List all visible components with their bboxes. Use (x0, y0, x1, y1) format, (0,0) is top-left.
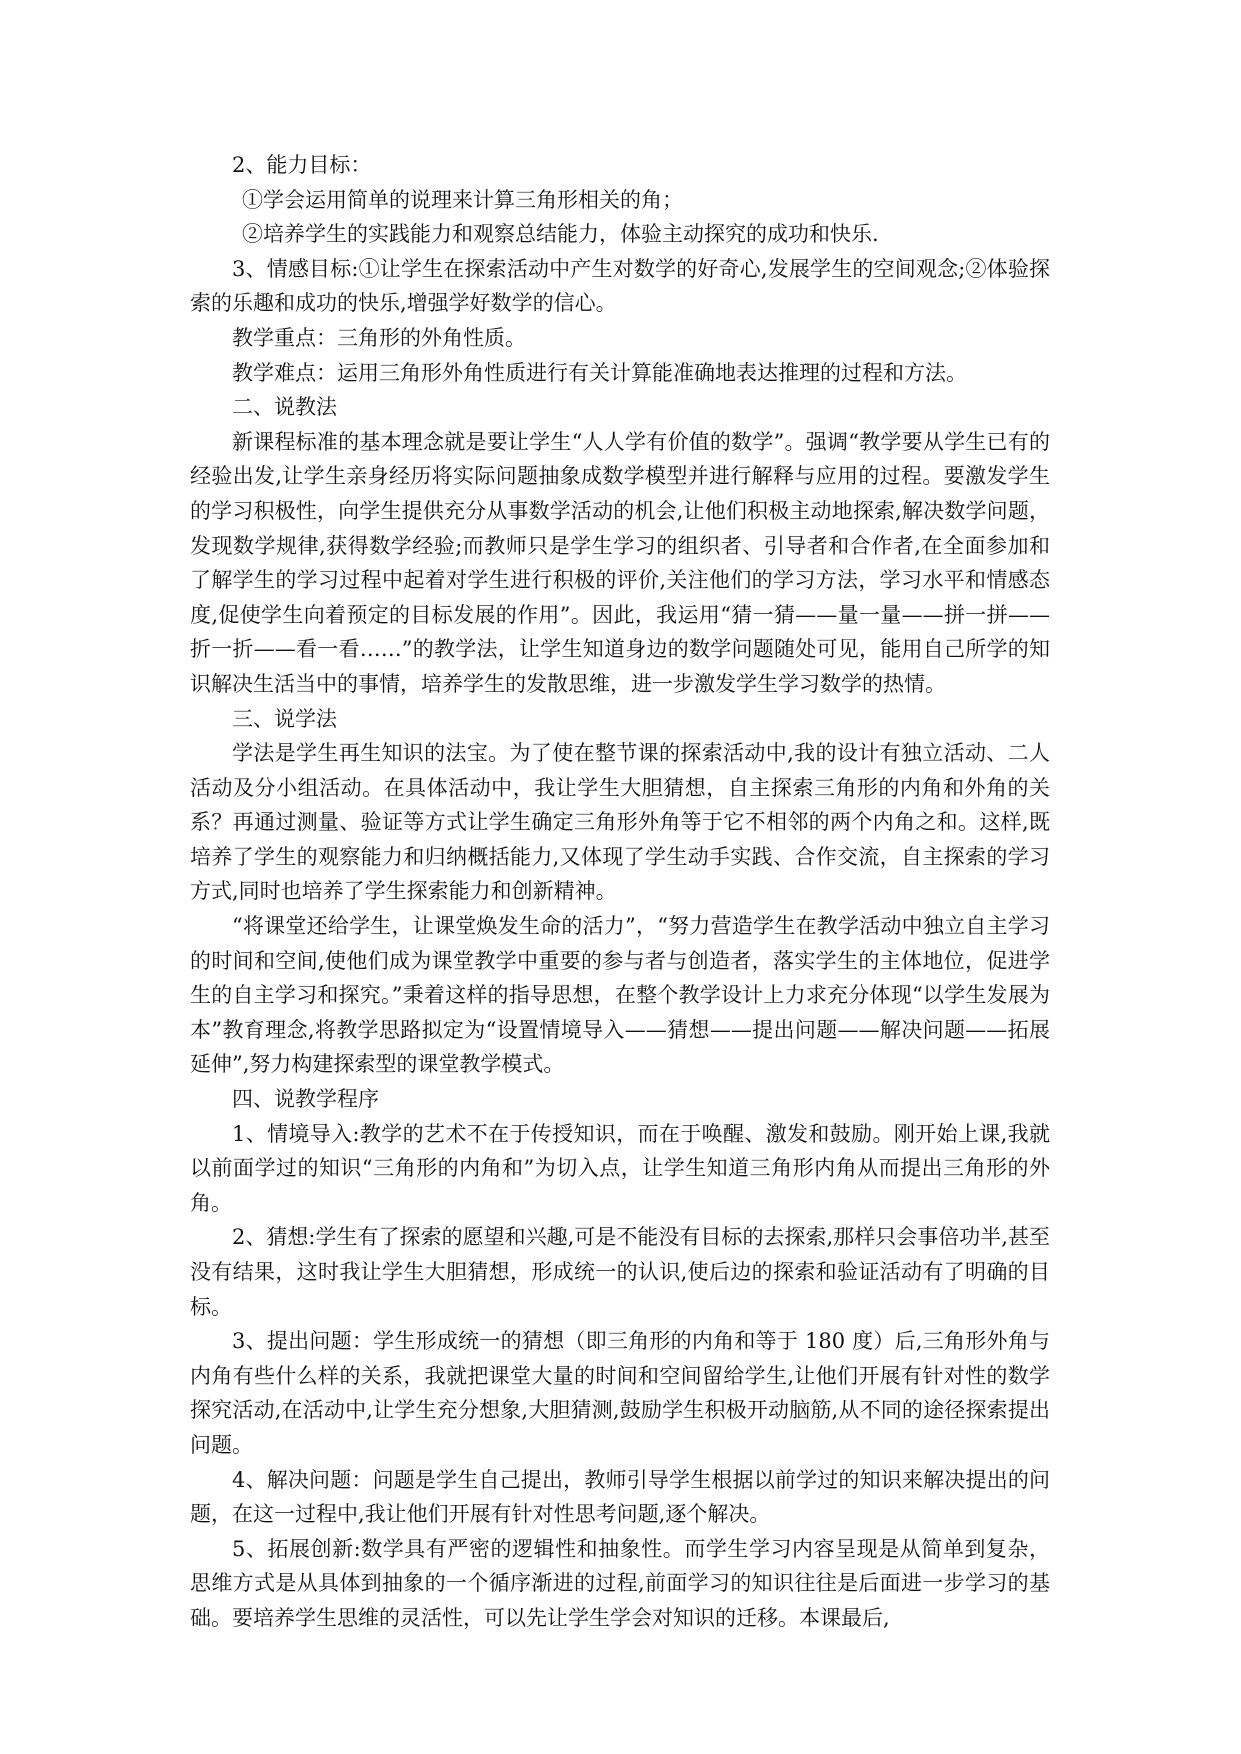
paragraph-procedure-solve: 4、解决问题：问题是学生自己提出，教师引导学生根据以前学过的知识来解决提出的问题，在这一过程中,我让他们开展有针对性思考问题,逐个解决。 (190, 1467, 1050, 1527)
document-body (190, 148, 1050, 1636)
paragraph-ability-goal-heading: 2、能力目标： (232, 153, 372, 177)
paragraph-teaching-difficulty: 教学难点：运用三角形外角性质进行有关计算能准确地表达推理的过程和方法。 (232, 360, 967, 385)
section-heading-learning-method: 三、说学法 (232, 706, 337, 731)
paragraph-ability-goal-1: ①学会运用简单的说理来计算三角形相关的角； (242, 187, 683, 212)
paragraph-teaching-method: 新课程标准的基本理念就是要让学生“人人学有价值的数学”。强调“教学要从学生已有的经验出发,让学生亲身经历将实际问题抽象成数学模型并进行解释与应用的过程。要激发学生的学习积极性，向学生提供充分从事数学活动的机会,让他们积极主动地探索,解决数学问题，发现数学规律,获得数学经验;而教师只是学生学习的组织者、引导者和合作者,在全面参加和了解学生的学习过程中起着对学生进行积极的评价,关注他们的学习方法，学习水平和情感态度,促使学生向着预定的目标发展的作用”。因此，我运用“猜一猜——量一量——拼一拼——折一折——看一看……”的教学法，让学生知道身边的数学问题随处可见，能用自己所学的知识解决生活当中的事情，培养学生的发散思维，进一步激发学生学习数学的热情。 (190, 429, 1050, 696)
paragraph-learning-method: 学法是学生再生知识的法宝。为了使在整节课的探索活动中,我的设计有独立活动、二人活动及分小组活动。在具体活动中，我让学生大胆猜想，自主探索三角形的内角和外角的关系？再通过测量、验证等方式让学生确定三角形外角等于它不相邻的两个内角之和。这样,既培养了学生的观察能力和归纳概括能力,又体现了学生动手实践、合作交流，自主探索的学习方式,同时也培养了学生探索能力和创新精神。 (190, 741, 1050, 904)
paragraph-procedure-guess: 2、猜想:学生有了探索的愿望和兴趣,可是不能没有目标的去探索,那样只会事倍功半,甚至没有结果，这时我让学生大胆猜想，形成统一的认识,使后边的探索和验证活动有了明确的目标。 (190, 1225, 1050, 1319)
paragraph-procedure-extend: 5、拓展创新:数学具有严密的逻辑性和抽象性。而学生学习内容呈现是从简单到复杂，思维方式是从具体到抽象的一个循序渐进的过程,前面学习的知识往往是后面进一步学习的基础。要培养学生思维的灵活性，可以先让学生学会对知识的迁移。本课最后, (190, 1536, 1050, 1630)
paragraph-ability-goal-2: ②培养学生的实践能力和观察总结能力，体验主动探究的成功和快乐. (242, 222, 879, 247)
paragraph-procedure-intro: 1、情境导入:教学的艺术不在于传授知识，而在于唤醒、激发和鼓励。刚开始上课,我就以前面学过的知识“三角形的内角和”为切入点，让学生知道三角形内角从而提出三角形的外角。 (190, 1121, 1050, 1215)
paragraph-guiding-idea: “将课堂还给学生，让课堂焕发生命的活力”，“努力营造学生在教学活动中独立自主学习的时间和空间,使他们成为课堂教学中重要的参与者与创造者，落实学生的主体地位，促进学生的自主学习和探究。”秉着这样的指导思想，在整个教学设计上力求充分体现“以学生发展为本”教育理念,将教学思路拟定为“设置情境导入——猜想——提出问题——解决问题——拓展延伸”,努力构建探索型的课堂教学模式。 (190, 914, 1050, 1077)
section-heading-teaching-method: 二、说教法 (232, 395, 337, 420)
paragraph-procedure-question: 3、提出问题：学生形成统一的猜想（即三角形的内角和等于 180 度）后,三角形外角与内角有些什么样的关系，我就把课堂大量的时间和空间留给学生,让他们开展有针对性的数学探究活动,在活动中,让学生充分想象,大胆猜测,鼓励学生积极开动脑筋,从不同的途径探索提出问题。 (190, 1329, 1050, 1457)
paragraph-teaching-focus: 教学重点：三角形的外角性质。 (232, 325, 526, 350)
section-heading-teaching-procedure: 四、说教学程序 (232, 1087, 379, 1112)
paragraph-emotion-goal: 3、情感目标:①让学生在探索活动中产生对数学的好奇心,发展学生的空间观念;②体验探索的乐趣和成功的快乐,增强学好数学的信心。 (190, 256, 1050, 316)
